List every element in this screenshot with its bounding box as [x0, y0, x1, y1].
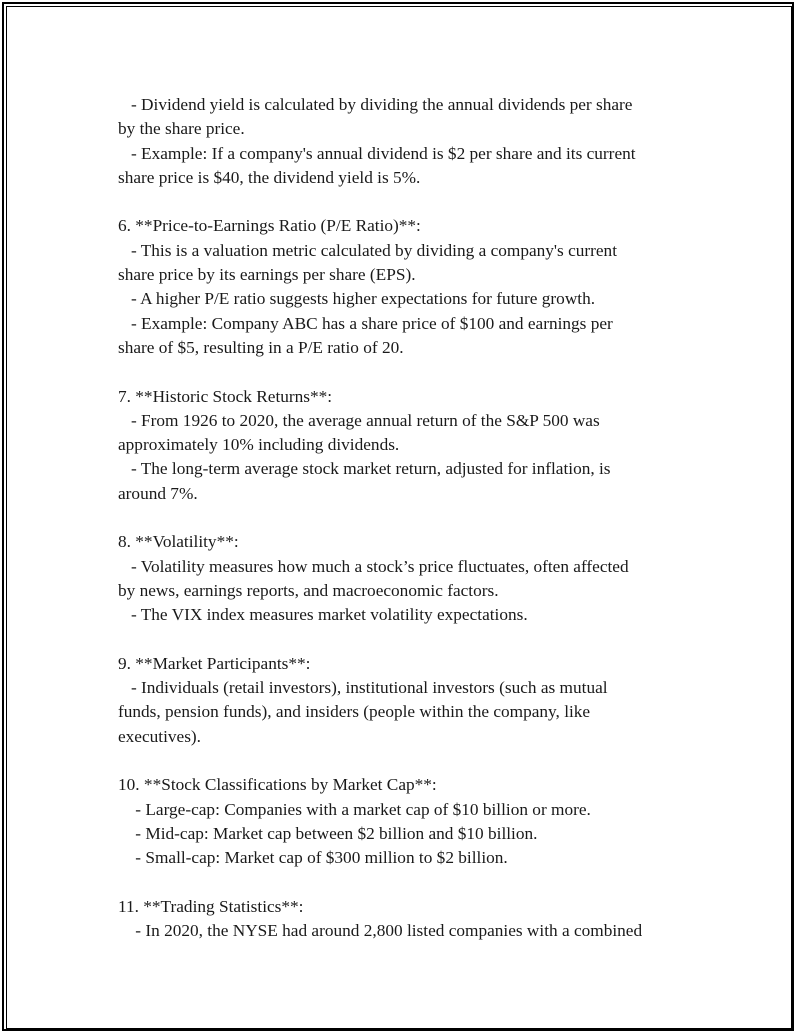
- paragraph-spacer: [118, 190, 688, 214]
- text-line: - From 1926 to 2020, the average annual return of the S&P 500 was: [118, 410, 600, 430]
- section-heading: 10. **Stock Classifications by Market Cap**:: [118, 775, 437, 795]
- section-heading: 7. **Historic Stock Returns**:: [118, 386, 333, 406]
- section-heading: 9. **Market Participants**:: [118, 653, 311, 673]
- text-line: - Large-cap: Companies with a market cap of $10 billion or more.: [118, 799, 591, 819]
- document-body: [118, 93, 688, 943]
- text-line: - Example: If a company's annual dividend is $2 per share and its current: [118, 143, 636, 163]
- text-line: - In 2020, the NYSE had around 2,800 listed companies with a combined: [118, 921, 643, 941]
- paragraph-spacer: [118, 628, 688, 652]
- section-heading: 8. **Volatility**:: [118, 532, 239, 552]
- text-line: - The VIX index measures market volatility expectations.: [118, 605, 528, 625]
- text-line: - Example: Company ABC has a share price of $100 and earnings per: [118, 313, 613, 333]
- text-line: - Small-cap: Market cap of $300 million to $2 billion.: [118, 848, 508, 868]
- text-line: - Dividend yield is calculated by dividing the annual dividends per share: [118, 95, 633, 114]
- text-line: by the share price.: [118, 119, 245, 139]
- text-line: share price is $40, the dividend yield is 5%.: [118, 167, 421, 187]
- paragraph-spacer: [118, 749, 688, 773]
- paragraph-market-participants: [118, 652, 688, 749]
- text-line: - This is a valuation metric calculated by dividing a company's current: [118, 240, 618, 260]
- text-line: executives).: [118, 726, 202, 746]
- text-line: - Individuals (retail investors), institutional investors (such as mutual: [118, 678, 608, 698]
- text-line: - Mid-cap: Market cap between $2 billion and $10 billion.: [118, 823, 538, 843]
- text-line: approximately 10% including dividends.: [118, 435, 400, 455]
- text-line: - Volatility measures how much a stock’s price fluctuates, often affected: [118, 556, 629, 576]
- paragraph-spacer: [118, 360, 688, 384]
- text-line: share price by its earnings per share (EPS).: [118, 265, 416, 285]
- paragraph-spacer: [118, 506, 688, 530]
- paragraph-pe-ratio: [118, 214, 688, 360]
- text-line: share of $5, resulting in a P/E ratio of 20.: [118, 337, 404, 357]
- paragraph-volatility: [118, 530, 688, 627]
- paragraph-historic-returns: [118, 385, 688, 506]
- text-line: around 7%.: [118, 483, 198, 503]
- text-line: - The long-term average stock market return, adjusted for inflation, is: [118, 459, 611, 479]
- text-line: - A higher P/E ratio suggests higher expectations for future growth.: [118, 289, 596, 309]
- text-line: funds, pension funds), and insiders (people within the company, like: [118, 702, 591, 722]
- paragraph-market-cap: [118, 773, 688, 870]
- text-line: by news, earnings reports, and macroeconomic factors.: [118, 580, 499, 600]
- paragraph-spacer: [118, 871, 688, 895]
- paragraph-trading-statistics: [118, 895, 688, 944]
- paragraph-dividend-yield: [118, 93, 688, 190]
- section-heading: 6. **Price-to-Earnings Ratio (P/E Ratio)**:: [118, 216, 421, 236]
- section-heading: 11. **Trading Statistics**:: [118, 896, 304, 916]
